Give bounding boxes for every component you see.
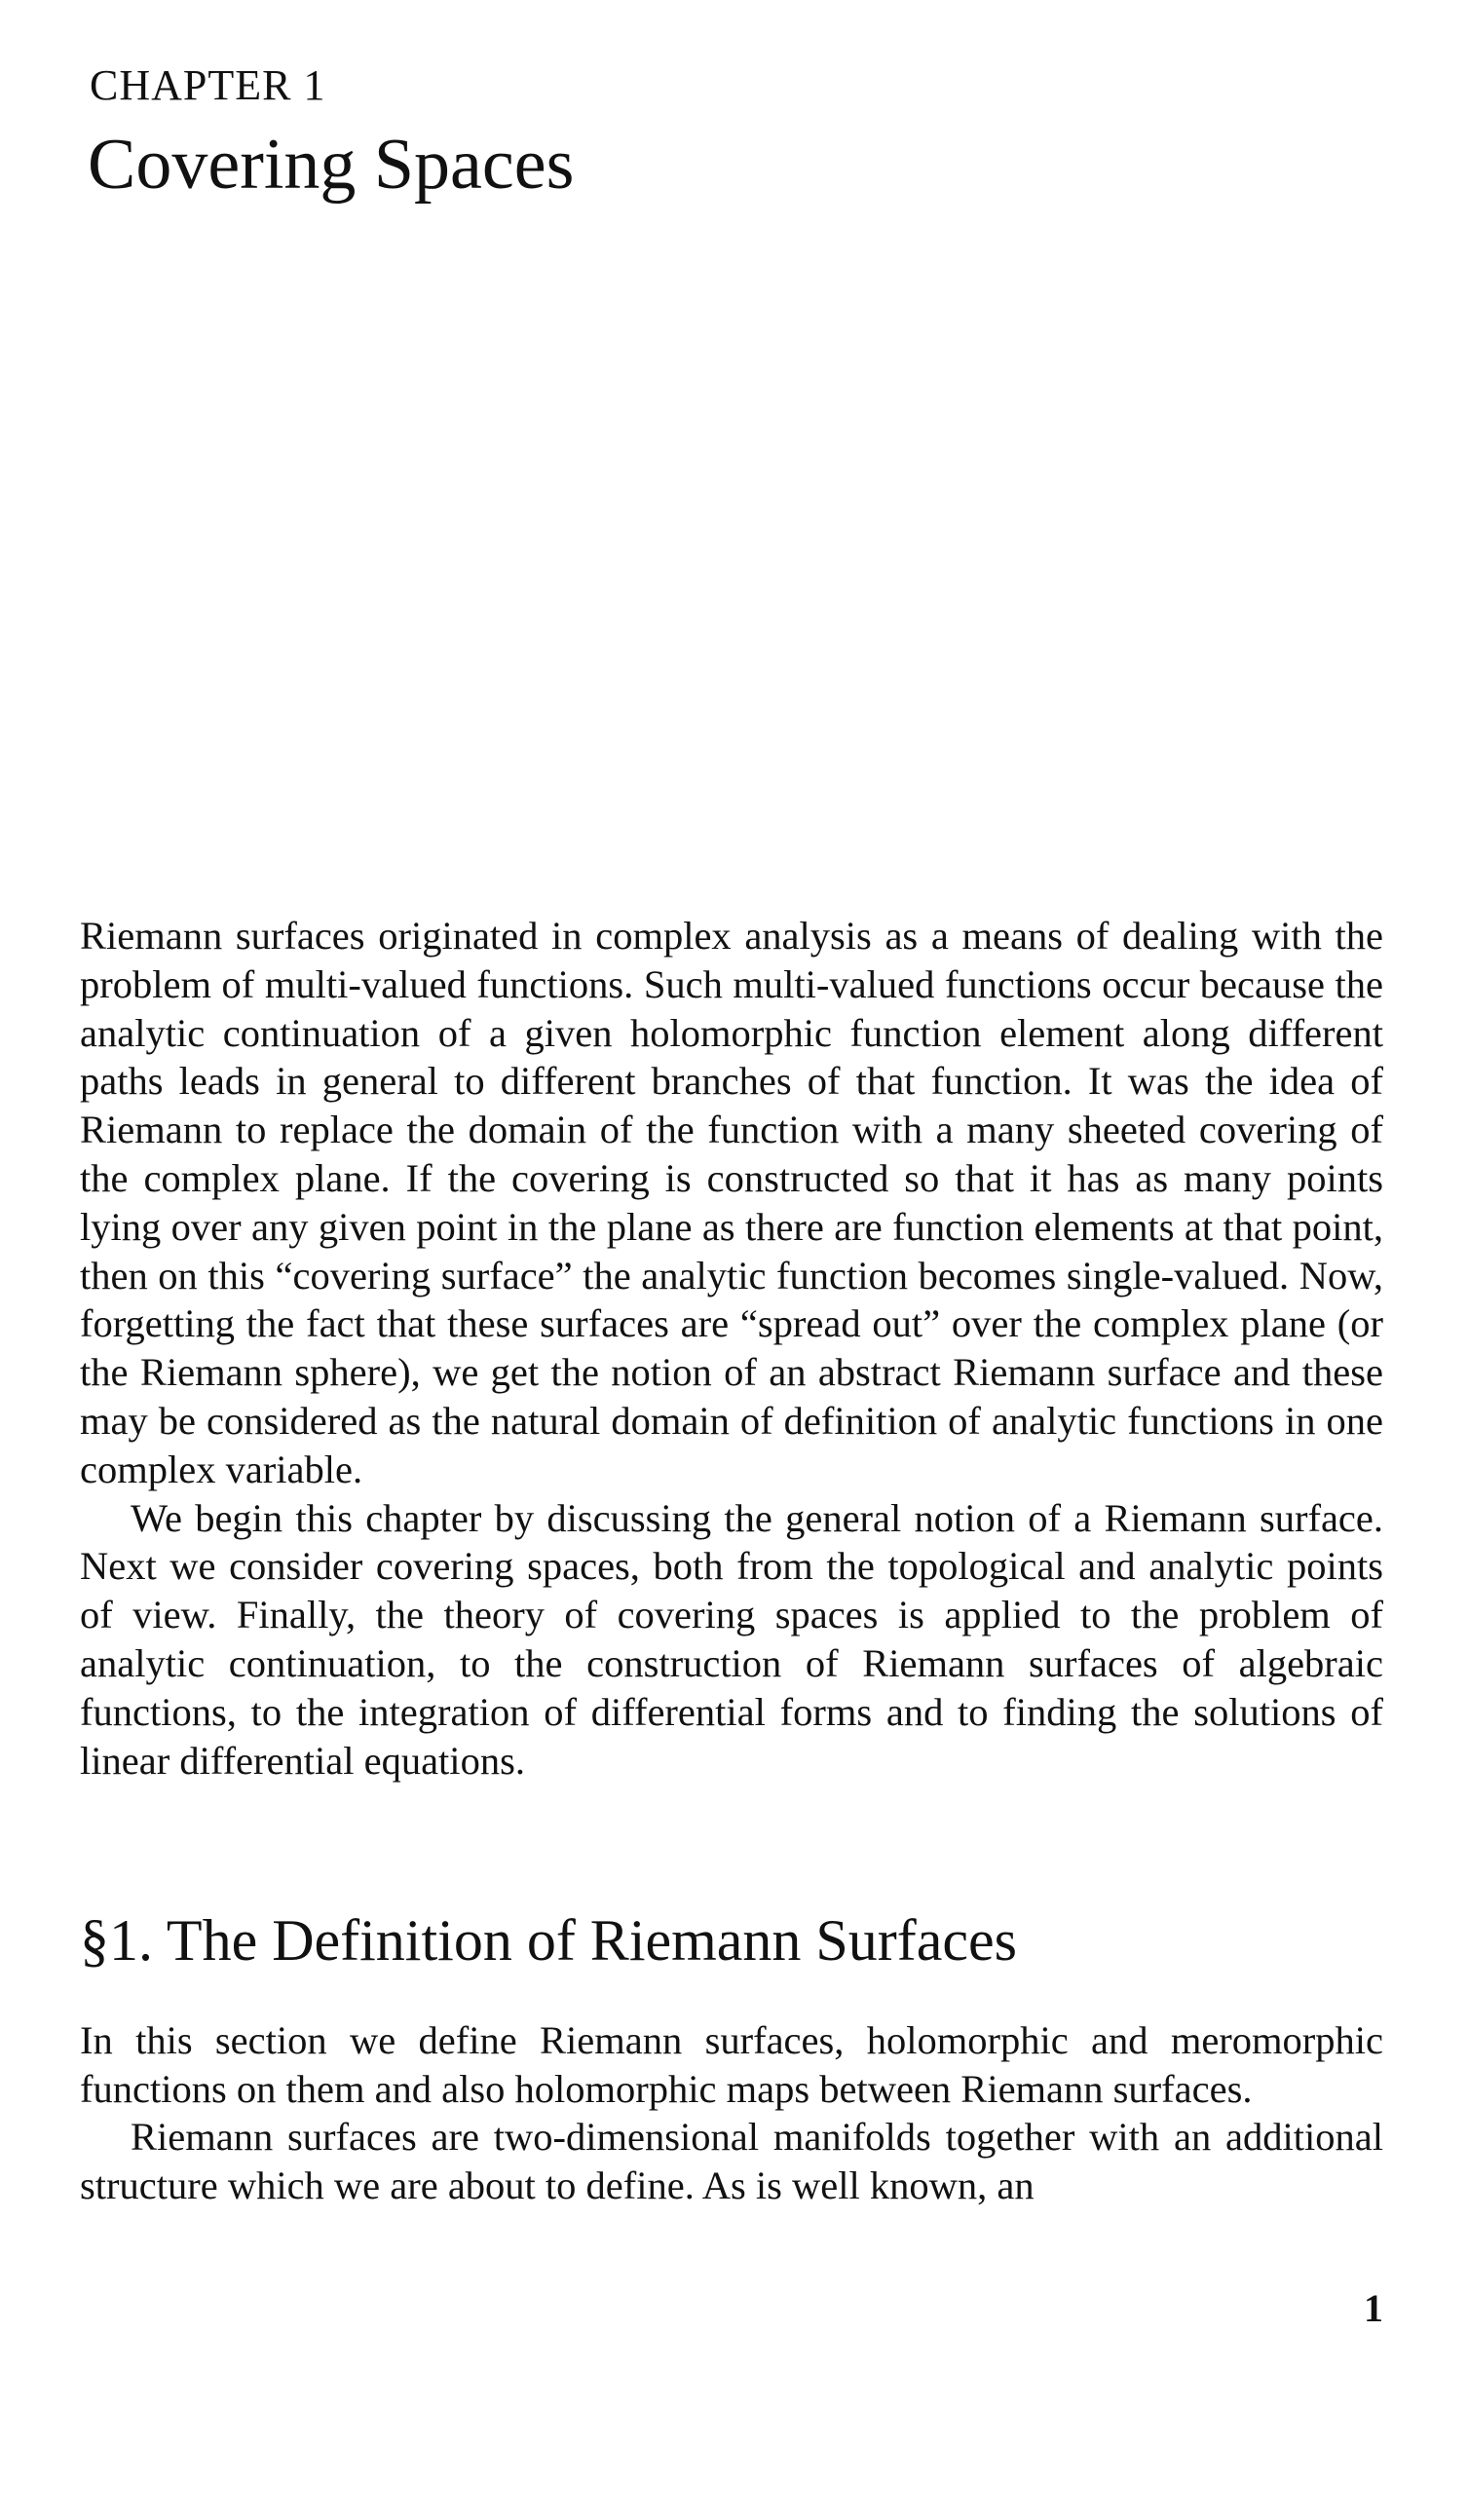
intro-paragraph: We begin this chapter by discussing the general notion of a Riemann surface. Next we consider covering spaces, both from the topological and analytic points of view. Finally, the theory of covering spaces is applied to the problem of analytic continuation, to the construction of Riemann surfaces of algebraic functions, to the integration of differential forms and to finding the solutions of linear differential equations.	[80, 1495, 1383, 1783]
intro-text	[80, 912, 1383, 1785]
section-body-text	[80, 2016, 1383, 2209]
chapter-title: Covering Spaces	[88, 125, 575, 205]
section-paragraph: In this section we define Riemann surfaces, holomorphic and meromorphic functions on them and also holomorphic maps between Riemann surfaces.	[80, 2018, 1383, 2111]
section-paragraph: Riemann surfaces are two-dimensional manifolds together with an additional structure which we are about to define. As is well known, an	[80, 2115, 1383, 2207]
page-number: 1	[1364, 2286, 1383, 2330]
section-heading: §1. The Definition of Riemann Surfaces	[80, 1908, 1017, 1973]
chapter-label: CHAPTER 1	[90, 61, 326, 109]
intro-paragraph: Riemann surfaces originated in complex analysis as a means of dealing with the problem of multi-valued functions. Such multi-valued functions occur because the analytic continuation of a given holomorphic function element along different paths leads in general to different branches of that function. It was the idea of Riemann to replace the domain of the function with a many sheeted covering of the complex plane. If the covering is constructed so that it has as many points lying over any given point in the plane as there are function elements at that point, then on this “covering surface” the analytic function becomes single-valued. Now, forgetting the fact that these surfaces are “spread out” over the complex plane (or the Riemann sphere), we get the notion of an abstract Riemann surface and these may be considered as the natural domain of definition of analytic functions in one complex variable.	[80, 914, 1383, 1491]
